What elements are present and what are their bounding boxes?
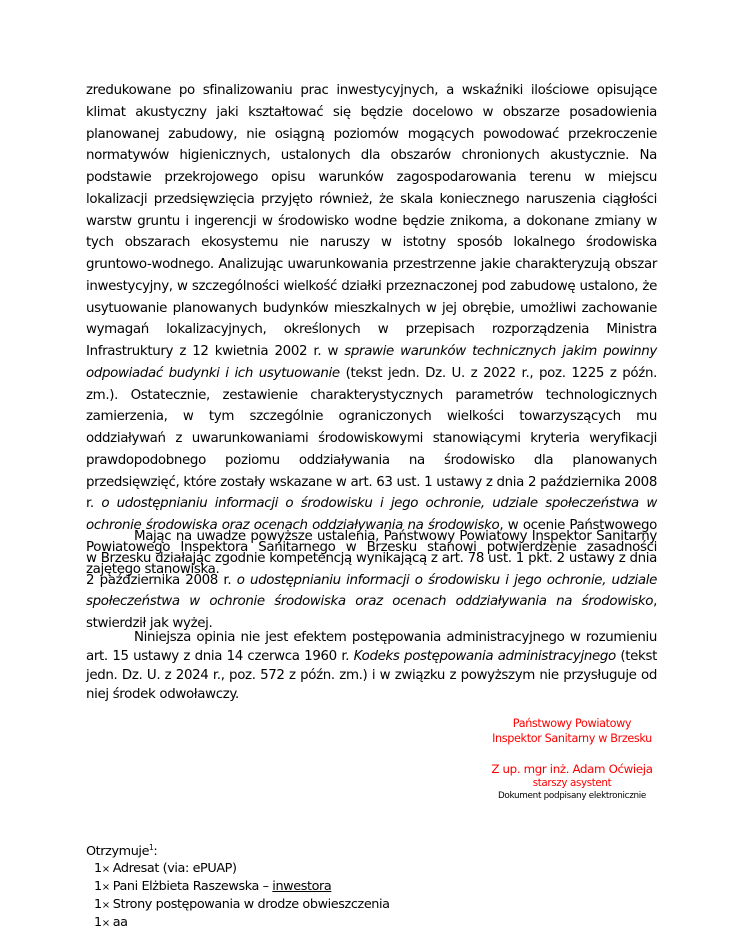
signature-role: starszy asystent — [532, 777, 612, 789]
paragraph-text: zredukowane po sfinalizowaniu prac inwestycyjnych, a wskaźniki ilościowe opisujące klimat akustyczny jaki kształtować się będzie docelowo w obszarze posadowienia planowanej zabudowy, nie osiągną poziomów mogących powodować przekroczenie normatywów higienicznych, ustalonych dla obszarów chronionych akustycznie. Na podstawie przekrojowego opisu warunków zagospodarowania terenu w miejscu lokalizacji przedsięwzięcia przyjęto również, że skala koniecznego naruszenia ciągłości warstw gruntu i ingerencji w środowisko wodne będzie znikoma, a dokonane zmiany w tych obszarach ekosystemu nie naruszy w istotny sposób lokalnego środowiska gruntowo-wodnego. Analizując uwarunkowania przestrzenne jakie charakteryzują obszar inwestycyjny, w szczególności wielkość działki przeznaczonej pod zabudowę ustalono, że usytuowanie planowanych budynków mieszkalnych w jej obrębie, umożliwi zachowanie wymagań lokalizacyjnych, określonych w przepisach rozporządzenia Ministra Infrastruktury z 12 kwietnia 2002 r. w — [86, 83, 657, 359]
paragraph-text: (tekst jedn. Dz. U. z 2024 r., poz. 572 z późn. zm.) i w związku z powyższym nie przysługuje od niej środek odwoławczy. — [86, 649, 657, 702]
recipient-item: 1× Pani Elżbieta Raszewska – inwestora — [94, 879, 332, 894]
paragraph-text: Mając na uwadze powyższe ustalenia, Państwowy Powiatowy Inspektor Sanitarny w Brzesku działając zgodnie kompetencją wynikającą z art. 78 ust. 1 pkt. 2 ustawy z dnia 2 października 2008 r. — [86, 529, 657, 588]
times-icon: × — [101, 918, 110, 929]
signature-block — [472, 716, 672, 802]
times-icon: × — [101, 882, 110, 893]
times-icon: × — [101, 900, 110, 911]
paragraph-no-appeal — [86, 628, 657, 704]
paragraph-conclusion — [86, 526, 657, 635]
footnote-marker: 1 — [149, 843, 154, 852]
recipients-title: Otrzymuje$^1$: — [86, 843, 158, 859]
act-title: o udostępnianiu informacji o środowisku i jego ochronie, udziale społeczeństwa w ochronie środowiska oraz ocenach oddziaływania na środowisko — [86, 572, 658, 610]
recipient-role-underlined: inwestora — [272, 879, 332, 894]
signature-signer: Z up. mgr inż. Adam Oćwieja — [491, 762, 653, 776]
paragraph-text: , w ocenie Państwowego Powiatowego Inspektora Sanitarnego w Brzesku stanowi potwierdzenie zasadności zajętego stanowiska. — [86, 518, 657, 577]
paragraph-environmental-assessment — [86, 80, 657, 580]
act-title: o udostępnianiu informacji o środowisku i jego ochronie, udziale społeczeństwa w ochronie środowiska oraz ocenach oddziaływania na środowisko — [86, 496, 657, 533]
paragraph-text: Niniejsza opinia nie jest efektem postępowania administracyjnego w rozumieniu art. 15 ustawy z dnia 14 czerwca 1960 r. — [86, 630, 657, 664]
recipient-item: 1× Adresat (via: ePUAP) — [94, 861, 237, 876]
recipients-list — [86, 843, 390, 932]
regulation-title: sprawie warunków technicznych jakim powinny odpowiadać budynki i ich usytuowanie — [86, 344, 658, 381]
signature-office-line2: Inspektor Sanitarny w Brzesku — [492, 732, 652, 745]
recipient-item: 1× aa — [94, 915, 128, 930]
code-title: Kodeks postępowania administracyjnego — [353, 649, 616, 664]
signature-office-line1: Państwowy Powiatowy — [512, 717, 632, 730]
times-icon: × — [101, 864, 110, 875]
paragraph-text: (tekst jedn. Dz. U. z 2022 r., poz. 1225 z późn. zm.). Ostatecznie, zestawienie charakterystycznych parametrów technologicznych zamierzenia, w tym szczególnie ograniczonych wielkości towarzyszących mu oddziaływań z uwarunkowaniami środowiskowymi stanowiącymi kryteria weryfikacji prawdopodobnego poziomu oddziaływania na środowisko dla planowanych przedsięwzięć, które zostały wskazane w art. 63 ust. 1 ustawy z dnia 2 października 2008 r. — [86, 365, 658, 512]
recipient-item: 1× Strony postępowania w drodze obwieszczenia — [94, 897, 390, 912]
paragraph-text: , stwierdził jak wyżej. — [86, 594, 657, 631]
signature-electronic-note: Dokument podpisany elektronicznie — [497, 791, 647, 801]
